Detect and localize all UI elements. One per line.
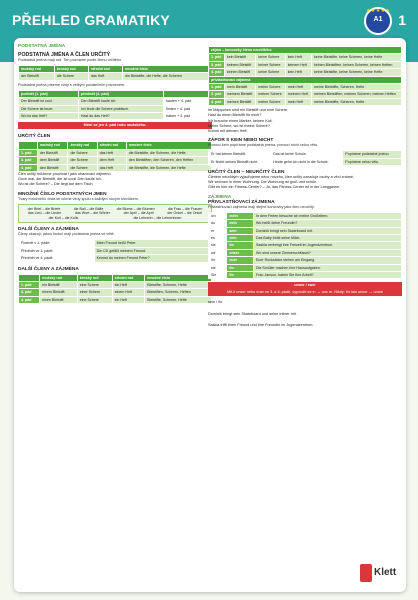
poss-cell: mein Bleistift [224, 84, 255, 91]
poss-cell: meine Schere [256, 98, 285, 105]
gender-cell: die Bleistifte, die Hefte, die Scheren [123, 73, 212, 80]
indef-cell: Bleistiften, Scheren, Heften [145, 289, 212, 296]
kein-cell: keinen Bleistift [224, 69, 255, 76]
neg-cell: Er hat keinen Bleistift. [209, 151, 271, 158]
more-label: Předmět ve 3. pádě: [19, 247, 95, 254]
pron-form: dein [227, 220, 254, 227]
example-line: Hast du einen Bleistift für mich? [208, 113, 262, 118]
indef-cell: ein Heft [112, 296, 145, 303]
gender-cell: das Heft [88, 73, 122, 80]
pron-example: Wo sind unsere Zimmerschlüssel? [254, 249, 402, 256]
case-table [18, 90, 212, 121]
pron-example: Das Baby trinkt seine Milch. [254, 234, 402, 241]
sein-example: Dominik bringt sein Skateboard und seine Inliner mit. [208, 311, 297, 316]
poss-cell: meiner Schere [256, 91, 285, 98]
case-header: podmět (1. pád) [19, 90, 79, 97]
eu-level-badge [364, 7, 392, 35]
det-cell: die Schere [68, 164, 97, 171]
case-header: předmět (4. pád) [78, 90, 163, 97]
plural-item: der Kuli – die Kulis [48, 215, 79, 220]
example-line: Meine Schere, wo ist meine Schere? [208, 123, 270, 128]
case-cell: Die Schere ist teuer. [19, 105, 79, 112]
red-note: Mění se jen 4. pád rodu mužského. [18, 122, 212, 129]
unser-note-title: unser / euer [208, 282, 402, 289]
pron-person: sie [209, 242, 227, 249]
gender-header: střední rod [88, 66, 122, 73]
det-cell: das Heft [97, 164, 126, 171]
det-cell: die Bleistifte, die Scheren, die Hefte [126, 164, 211, 171]
pron-person: es [209, 234, 227, 241]
poss-cell: mein Heft [285, 84, 311, 91]
kein-cell: kein Bleistift [224, 54, 255, 61]
neg-cell: Popíráme podstatné jméno. [343, 151, 402, 158]
kein-row-label: 3. pád [209, 61, 225, 68]
poss-cell: meine Schere [256, 84, 285, 91]
poss-cell: meinen Bleistiften, meinen Scheren, meinen Heften [312, 91, 402, 98]
nouns-text: Podstatná jména mají rod. Ten poznáme podle členu určitého. [18, 58, 123, 62]
plural-title: MNOŽNÉ ČÍSLO PODSTATNÝCH JMEN [18, 191, 107, 197]
det-cell: dem Bleistift [37, 157, 68, 164]
pron-form: Ihr [227, 271, 254, 278]
indef-header: ženský rod [77, 274, 112, 281]
pron-form: ihr [227, 264, 254, 271]
gender-cell: die Schere [54, 73, 88, 80]
neg-title: ZÁPOR S KEIN NEBO NICHT [208, 138, 274, 144]
poss-cell: meinem Heft [285, 91, 311, 98]
more-title: DALŠÍ ČLENY A ZÁJMENA [18, 227, 79, 233]
det-table [18, 141, 212, 172]
neg-cell: Popíráme celou větu. [343, 158, 402, 165]
case-cell: kaufen + 4. pád [164, 98, 212, 105]
poss-row-label: 3. pád [209, 91, 225, 98]
det-example: Guck mal, der Bleistift, der ist cool! Den kaufe ich. [18, 177, 102, 182]
gender-header: ženský rod [54, 66, 88, 73]
case-cell: Wo ist das Heft? [19, 113, 79, 120]
kein-cell: keine Schere [256, 69, 285, 76]
example-line: Ich brauche einen Marker, keinen Kuli. [208, 118, 273, 123]
neg-table [208, 150, 402, 166]
neg-text: Pomocí kein popíráme podstatná jména, pomocí nicht celou větu. [208, 143, 319, 148]
det-header: mužský rod [37, 142, 68, 149]
kein-cell: keine Bleistifte, keine Scheren, keine Hefte [312, 54, 402, 61]
left-column [18, 44, 212, 304]
right-column [208, 44, 402, 328]
more-cell: Kennst du meinen Freund Peter? [94, 255, 211, 262]
poss-row-label: 1. pád [209, 84, 225, 91]
more-cell: Die CD gefällt meinem Freund. [94, 247, 211, 254]
det-cell: den Bleistiften, den Scheren, den Heften [126, 157, 211, 164]
neg-cell: Heute gehe ich nicht in die Schule. [271, 158, 343, 165]
plural-item: die Frau – die Frauen [167, 206, 203, 211]
indef-cell: einem Bleistift [40, 289, 78, 296]
det-row-label: 3. pád [19, 157, 38, 164]
pron-form: unser [227, 249, 254, 256]
indef-cell: einen Bleistift [40, 296, 78, 303]
kein-cell: keine Schere [256, 54, 285, 61]
det-row-label: 4. pád [19, 164, 38, 171]
nouns-subtitle: PODSTATNÁ JMÉNA A ČLEN URČITÝ [18, 52, 111, 58]
klett-logo [360, 563, 410, 587]
indef-cell: Bleistifte, Scheren, Hefte [145, 282, 212, 289]
more-cell: Mein Freund heißt Peter. [94, 240, 211, 247]
indef-line: Wir wohnen in einer Wohnung. Die Wohnung ist groß und schön. [208, 180, 318, 185]
det-header [19, 142, 38, 149]
pron-example: Dominik bringt sein Skateboard mit. [254, 227, 402, 234]
kein-cell: keinem Bleistift [224, 61, 255, 68]
unser-note-text: Mě-li unser nebo euer ve 3. a 4. pádě, vypouští se e: → uns re. Nikdy: ihr lalo unser → unsre [208, 289, 402, 296]
pron-person: wir [209, 249, 227, 256]
indef-cell: eine Schere [77, 282, 112, 289]
det-header: ženský rod [68, 142, 97, 149]
neg-cell: Das ist keine Schule. [271, 151, 343, 158]
stars-icon: ★★★★★ [366, 8, 391, 14]
pron-person: ihr [209, 257, 227, 264]
kein-table [208, 46, 402, 106]
pron-example: Die Schüler machen ihre Hausaufgaben. [254, 264, 402, 271]
plural-item: die Blume – die Blumen [116, 206, 155, 211]
det-cell: den Bleistift [37, 164, 68, 171]
klett-mark-icon [360, 564, 372, 582]
pron-example: Euer Rucksäcke stehen am Eingang. [254, 257, 402, 264]
pron-table [208, 212, 402, 280]
pron-person: er [209, 227, 227, 234]
indef-header [19, 274, 40, 281]
det-cell: der Schere [68, 157, 97, 164]
case-cell: haben + 4. pád [164, 113, 212, 120]
more-text: Členy ukazují, jakou funkci mají podstatná jména ve větě. [18, 232, 115, 237]
example-line: Komm mit deinem Heft. [208, 129, 248, 134]
indef-cell: einem Heft [112, 289, 145, 296]
indef-title: DALŠÍ ČLENY A ZÁJMENA [18, 266, 79, 272]
det-cell: die Schere [68, 149, 97, 156]
indef-cell: Bleistifte, Scheren, Hefte [145, 296, 212, 303]
det-cell: die Bleistifte, die Scheren, die Hefte [126, 149, 211, 156]
kein-cell: kein Heft [285, 54, 311, 61]
det-row-label: 1. pád [19, 149, 38, 156]
det-text: Člen určitý můžeme používat i jako ukazovací zájmeno. [18, 172, 112, 177]
indef-row-label: 1. pád [19, 282, 40, 289]
pron-title: ZÁJMENA [208, 194, 232, 200]
det-example: Wo ist die Schere? – Die liegt auf dem Tisch. [18, 182, 94, 187]
more-label: Předmět ve 4. pádě: [19, 255, 95, 262]
det-title: URČITÝ ČLEN [18, 134, 51, 140]
case-cell: Hast du das Heft? [78, 113, 163, 120]
poss-row-label: 4. pád [209, 98, 225, 105]
pron-person: Sie [209, 271, 227, 278]
indef-row-label: 3. pád [19, 289, 40, 296]
poss-cell: meine Bleistifte, Scheren, Hefte [312, 84, 402, 91]
plural-box [18, 204, 212, 224]
case-cell: finden + 4. pád [164, 105, 212, 112]
pron-example: Saskia verbringt ihre Freizeit im Jugendzentrum. [254, 242, 402, 249]
pron-subtitle: PŘIVLASTŇOVACÍ ZÁJMENA [208, 199, 275, 205]
pron-form: ihr [227, 242, 254, 249]
plural-text: Tvary množného čísla se učíme vždy spolu s každým novým slovíčkem. [18, 196, 139, 201]
case-cell: Der Bleistift ist cool. [19, 98, 79, 105]
kein-cell: keiner Schere [256, 61, 285, 68]
page-number: 1 [398, 12, 406, 28]
indef-header: mužský rod [40, 274, 78, 281]
indef-cell: eine Schere [77, 296, 112, 303]
plural-item: das Lied – die Lieder [27, 211, 62, 216]
kein-row-label: 4. pád [209, 69, 225, 76]
indef-def-title: URČITÝ ČLEN – NEURČITÝ ČLEN [208, 170, 285, 176]
pron-example: Frau Janson, haben Sie Ihre Arbeit? [254, 271, 402, 278]
page-title: PŘEHLED GRAMATIKY [12, 12, 170, 28]
indef-cell: ein Heft [112, 282, 145, 289]
poss-cell: meinen Bleistift [224, 98, 255, 105]
plural-item: die Lehrerin – die Lehrerinnen [133, 215, 182, 220]
kein-row-label: 1. pád [209, 54, 225, 61]
pron-form: mein [227, 212, 254, 219]
poss-cell: meine Bleistifte, Scheren, Hefte [312, 98, 402, 105]
example-line: Im Mäppchen sind ein Bleistift und eine Schere. [208, 108, 289, 113]
pron-form: sein [227, 234, 254, 241]
plural-row [21, 216, 209, 221]
plural-item: der April – die April [123, 211, 154, 216]
indef-cell: ein Bleistift [40, 282, 78, 289]
plural-item: der Onkel – die Onkel [167, 211, 203, 216]
det-header: střední rod [97, 142, 126, 149]
kein-cell: keinen Bleistiften, keinen Scheren, keinen Heften [312, 61, 402, 68]
kein-cell: keinem Heft [285, 61, 311, 68]
gender-cell: der Bleistift [19, 73, 55, 80]
klett-brand: Klett [374, 567, 397, 578]
poss-header: přivlastňovací zájmena [209, 76, 402, 83]
indef-table [18, 274, 212, 305]
plural-item: die Ball – die Bälle [73, 206, 104, 211]
neg-cell: Er findet seinen Bleistift nicht. [209, 158, 271, 165]
pron-form: euer [227, 257, 254, 264]
case-cell: Den Bleistift kaufe ich. [78, 98, 163, 105]
ihr-example: Saskia trifft ihren Freund und ihre Freundin im Jugendzentrum. [208, 322, 314, 327]
sein-label: sein / ihr [208, 300, 223, 305]
gender-header: množné číslo [123, 66, 212, 73]
kein-header: zájmo – koncovky členu neurčitého [209, 47, 402, 54]
det-cell: dem Heft [97, 157, 126, 164]
pron-text: Přivlastňovací zájmena mají stejné koncovky jako člen neurčitý. [208, 204, 315, 209]
poss-cell: mein Heft [285, 98, 311, 105]
det-header: množné číslo [126, 142, 211, 149]
more-table [18, 239, 212, 262]
indef-row-label: 4. pád [19, 296, 40, 303]
case-header [164, 90, 212, 97]
indef-header: střední rod [112, 274, 145, 281]
plural-item: das Wort – die Wörter [75, 211, 110, 216]
plural-item: der Brief – die Briefe [27, 206, 61, 211]
case-cell: Ich finde die Schere praktisch. [78, 105, 163, 112]
kein-cell: keine Bleistifte, keine Scheren, keine Hefte [312, 69, 402, 76]
nouns-title: PODSTATNÁ JMÉNA [18, 44, 66, 49]
pron-person: ich [209, 212, 227, 219]
capital-note: Podstatná jména píšeme vždy s velkým počátečním písmenem. [18, 82, 126, 87]
det-cell: das Heft [97, 149, 126, 156]
indef-cell: einer Schere [77, 289, 112, 296]
indef-line: Gibt es hier ein Fitness-Center? – Ja, das Fitness-Center ist in der Langgasse. [208, 185, 341, 190]
pron-form: sein [227, 227, 254, 234]
pron-person: du [209, 220, 227, 227]
kein-cell: kein Heft [285, 69, 311, 76]
more-label: Podmět v 1. pádě: [19, 240, 95, 247]
indef-header: množné číslo [145, 274, 212, 281]
det-cell: der Bleistift [37, 149, 68, 156]
pron-person: sie [209, 264, 227, 271]
pron-example: Wo heißt deine Freundin? [254, 220, 402, 227]
poss-cell: meinem Bleistift [224, 91, 255, 98]
gender-table [18, 65, 212, 81]
pron-example: In dem Ferien besuche ich meine Großeltern. [254, 212, 402, 219]
indef-line: Členem neurčitým vyjadřujeme něco nového, člen určitý označuje osoby a věci známé. [208, 175, 355, 180]
level-label: A1 [373, 16, 383, 23]
gender-header: mužský rod [19, 66, 55, 73]
